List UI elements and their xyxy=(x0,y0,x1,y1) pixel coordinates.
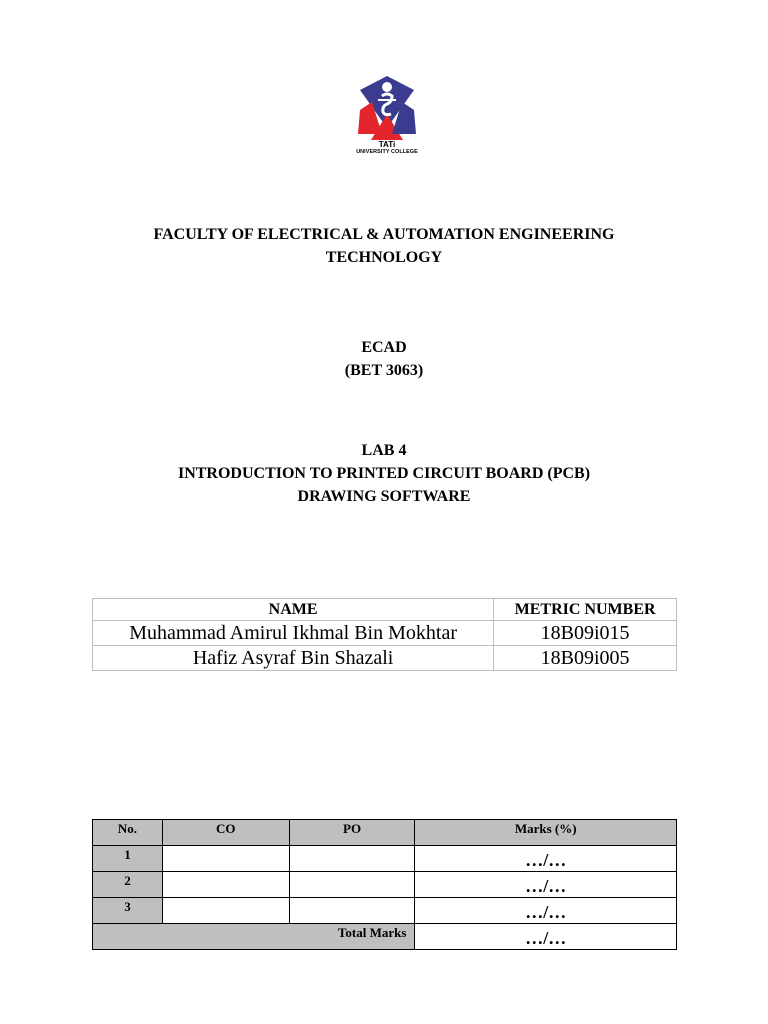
marks-table xyxy=(92,819,677,950)
mark-cell: …/… xyxy=(415,872,677,898)
name-header: NAME xyxy=(93,599,494,621)
course-code: (BET 3063) xyxy=(344,362,424,379)
table-row xyxy=(93,872,677,898)
lab-number: LAB 4 xyxy=(361,442,407,459)
po-cell xyxy=(289,898,415,924)
total-marks-label: Total Marks xyxy=(93,924,415,950)
po-cell xyxy=(289,872,415,898)
row-number: 1 xyxy=(93,846,163,872)
course-heading xyxy=(0,336,768,382)
co-cell xyxy=(162,846,289,872)
table-row xyxy=(93,846,677,872)
po-header: PO xyxy=(289,820,415,846)
no-header: No. xyxy=(93,820,163,846)
mark-cell: …/… xyxy=(415,898,677,924)
row-number: 2 xyxy=(93,872,163,898)
logo-subtitle: UNIVERSITY COLLEGE xyxy=(356,149,418,155)
student-table-header xyxy=(93,599,677,621)
student-name: Muhammad Amirul Ikhmal Bin Mokhtar xyxy=(93,621,494,646)
total-mark-cell: …/… xyxy=(415,924,677,950)
co-cell xyxy=(162,872,289,898)
lab-title-line-2: DRAWING SOFTWARE xyxy=(297,488,471,505)
marks-header: Marks (%) xyxy=(415,820,677,846)
course-name: ECAD xyxy=(361,339,407,356)
faculty-heading xyxy=(0,223,768,269)
student-table xyxy=(92,598,677,671)
student-name: Hafiz Asyraf Bin Shazali xyxy=(93,646,494,671)
faculty-line-1: FACULTY OF ELECTRICAL & AUTOMATION ENGINEERING xyxy=(153,226,615,243)
metric-header: METRIC NUMBER xyxy=(494,599,677,621)
lab-heading xyxy=(0,439,768,508)
co-header: CO xyxy=(162,820,289,846)
po-cell xyxy=(289,846,415,872)
co-cell xyxy=(162,898,289,924)
row-number: 3 xyxy=(93,898,163,924)
lab-title-line-1: INTRODUCTION TO PRINTED CIRCUIT BOARD (PCB) xyxy=(177,465,591,482)
student-metric: 18B09i005 xyxy=(494,646,677,671)
table-row xyxy=(93,898,677,924)
logo-wordmark: TATi xyxy=(378,140,396,149)
student-metric: 18B09i015 xyxy=(494,621,677,646)
faculty-line-2: TECHNOLOGY xyxy=(325,249,443,266)
table-row xyxy=(93,646,677,671)
total-row xyxy=(93,924,677,950)
university-logo xyxy=(346,74,428,166)
table-row xyxy=(93,621,677,646)
marks-table-header xyxy=(93,820,677,846)
mark-cell: …/… xyxy=(415,846,677,872)
tati-emblem-icon xyxy=(358,74,416,140)
